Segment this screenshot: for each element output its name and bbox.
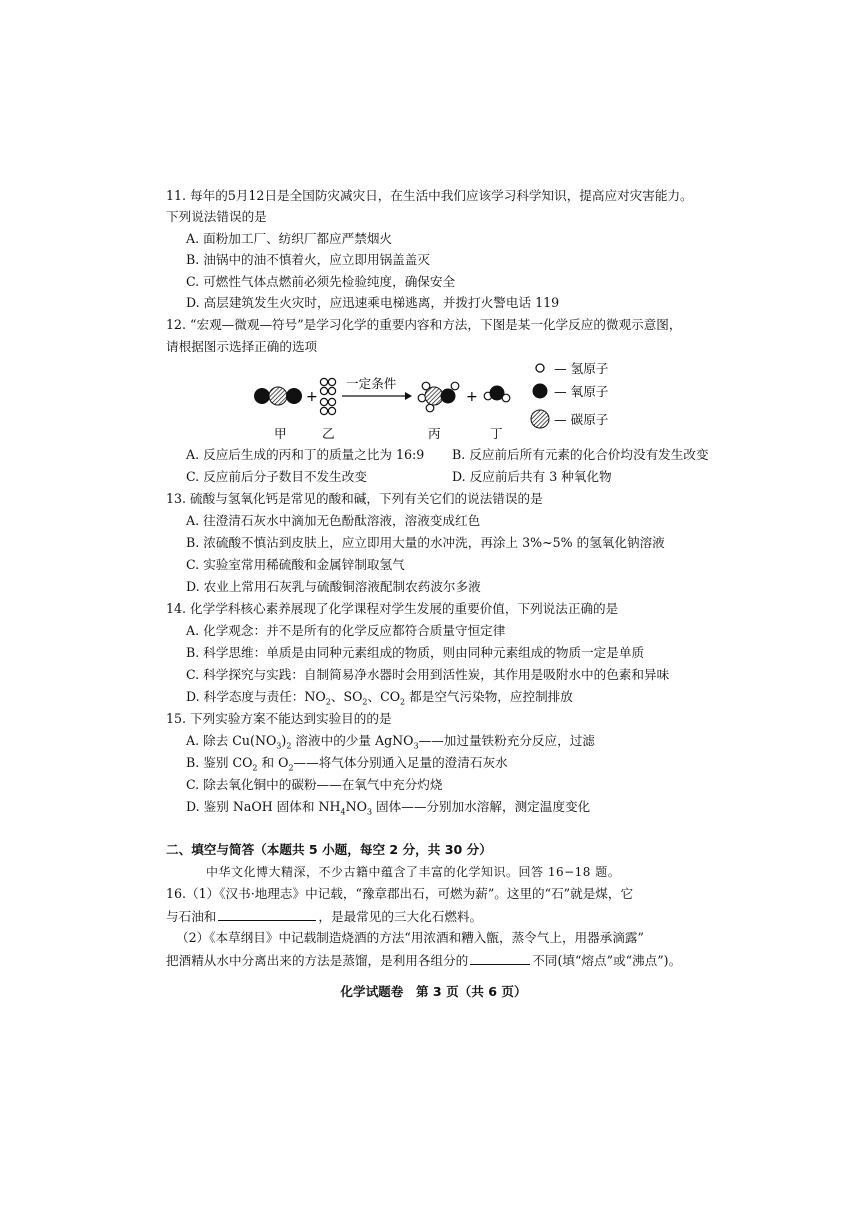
q11-option-a: A. 面粉加工厂、纺织厂都应严禁烟火 [186, 231, 393, 246]
label-ding: 丁 [490, 426, 503, 441]
q15-stem: 15. 下列实验方案不能达到实验目的的是 [166, 711, 392, 726]
legend-hydrogen-icon [536, 364, 544, 372]
q16-blank-1[interactable] [218, 908, 316, 921]
legend-oxygen-label: — 氧原子 [554, 384, 609, 399]
q15-option-b: B. 鉴别 $CO_2$ 和 $O_2——$将气体分别通入足量的澄清石灰水 [186, 755, 508, 773]
q15-option-c: C. 除去氧化铜中的碳粉——在氧气中充分灼烧 [186, 777, 443, 792]
reaction-diagram [240, 358, 670, 458]
q15-option-d: D. 鉴别 NaOH 固体和 $NH_4NO_3$ 固体——分别加水溶解，测定温度变化 [186, 799, 591, 817]
legend-carbon-label: — 碳原子 [554, 412, 609, 427]
q16-blank-2[interactable] [470, 952, 530, 965]
q11-stem-line2: 下列说法错误的是 [166, 209, 267, 224]
arrow-condition-label: 一定条件 [346, 376, 397, 391]
q14-option-c: C. 科学探究与实践：自制简易净水器时会用到活性炭，其作用是吸附水中的色素和异味 [186, 667, 670, 682]
section2-intro: 中华文化博大精深，不少古籍中蕴含了丰富的化学知识。回答 16−18 题。 [206, 865, 621, 879]
q12-option-b: B. 反应前后所有元素的化合价均没有发生改变 [452, 447, 709, 462]
q14-option-d: D. 科学态度与责任：$NO_2$、$SO_2$、$CO_2$ 都是空气污染物，应控制排放 [186, 689, 573, 707]
molecule-ding [484, 386, 510, 402]
legend [531, 364, 549, 428]
page-footer: 化学试题卷 第 3 页（共 6 页） [340, 984, 527, 999]
q14-option-a: A. 化学观念：并不是所有的化学反应都符合质量守恒定律 [186, 623, 506, 638]
q11-option-d: D. 高层建筑发生火灾时，应迅速乘电梯逃离，并拨打火警电话 119 [186, 295, 560, 310]
plus-sign-1: + [306, 389, 318, 405]
q16-part1-line2: 与石油和 ，是最常见的三大化石燃料。 [166, 909, 483, 924]
plus-sign-2: + [466, 389, 478, 405]
q13-option-c: C. 实验室常用稀硫酸和金属锌制取氢气 [186, 557, 405, 572]
legend-oxygen-icon [533, 384, 548, 399]
q13-option-b: B. 浓硫酸不慎沾到皮肤上，应立即用大量的水冲洗，再涂上 3%~5% 的氢氧化钠溶液 [186, 535, 665, 550]
q12-stem-line2: 请根据图示选择正确的选项 [166, 339, 318, 354]
q13-option-a: A. 往澄清石灰水中滴加无色酚酞溶液，溶液变成红色 [186, 513, 481, 528]
q13-stem: 13. 硫酸与氢氧化钙是常见的酸和碱，下列有关它们的说法错误的是 [166, 491, 543, 506]
label-yi: 乙 [322, 426, 335, 441]
reaction-arrow [342, 392, 412, 400]
q11-stem-line1: 11. 每年的5月12日是全国防灾减灾日，在生活中我们应该学习科学知识，提高应对灾害能力。 [166, 188, 693, 203]
q14-stem: 14. 化学学科核心素养展现了化学课程对学生发展的重要价值，下列说法正确的是 [166, 601, 619, 616]
molecule-yi [320, 378, 335, 414]
q11-option-c: C. 可燃性气体点燃前必须先检验纯度，确保安全 [186, 274, 456, 289]
q14-option-b: B. 科学思维：单质是由同种元素组成的物质，则由同种元素组成的物质一定是单质 [186, 645, 645, 660]
label-jia: 甲 [274, 426, 287, 441]
legend-hydrogen-label: — 氢原子 [554, 361, 609, 376]
legend-carbon-icon [531, 410, 549, 428]
q11-option-b: B. 油锅中的油不慎着火，应立即用锅盖盖灭 [186, 252, 430, 267]
q15-option-a: A. 除去 $Cu(NO_3)_2$ 溶液中的少量 AgNO$_3$——加过量铁粉充分反应，过滤 [186, 733, 595, 751]
q12-option-a: A. 反应后生成的丙和丁的质量之比为 16:9 [186, 447, 425, 462]
q13-option-d: D. 农业上常用石灰乳与硫酸铜溶液配制农药波尔多液 [186, 579, 481, 594]
q16-part2-line2: 把酒精从水中分离出来的方法是蒸馏，是利用各组分的 不同(填“熔点”或“沸点”)。 [166, 953, 682, 968]
molecule-bing [418, 382, 459, 412]
label-bing: 丙 [428, 426, 441, 441]
q16-part1-line1: 16.（1）《汉书·地理志》中记载，“豫章郡出石，可燃为薪”。这里的“石”就是煤，它 [166, 886, 634, 901]
q12-stem-line1: 12. “宏观—微观—符号”是学习化学的重要内容和方法，下图是某一化学反应的微观示意图， [166, 317, 682, 332]
molecule-jia [254, 387, 302, 405]
q16-part2-line1: （2）《本草纲目》中记载制造烧酒的方法“用浓酒和糟入甑，蒸令气上，用器承滴露” [176, 930, 644, 945]
q12-option-d: D. 反应前后共有 3 种氧化物 [452, 469, 612, 484]
section2-title: 二、填空与简答（本题共 5 小题，每空 2 分，共 30 分） [166, 842, 492, 857]
q12-option-c: C. 反应前后分子数目不发生改变 [186, 469, 367, 484]
reaction-diagram-svg [240, 358, 670, 458]
